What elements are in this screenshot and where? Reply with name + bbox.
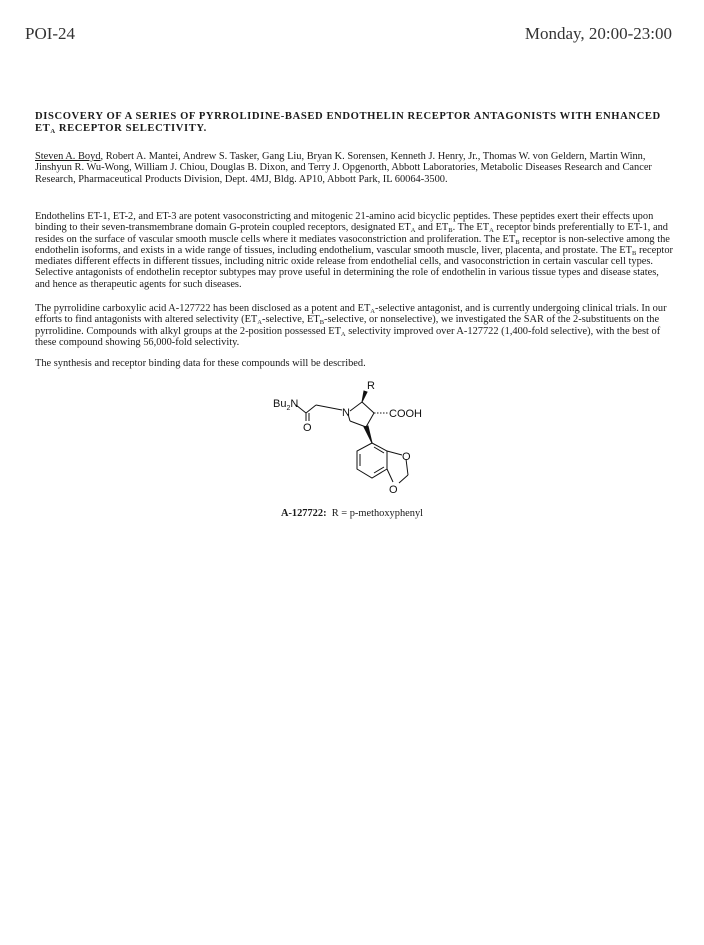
r-group-label: R bbox=[367, 380, 375, 392]
abstract-code: POI-24 bbox=[25, 24, 76, 43]
closing-paragraph bbox=[35, 358, 675, 369]
text-segment: Endothelins ET-1, ET-2, and ET-3 are potent vasoconstricting and mitogenic 21-amino acid bicyclic peptides. These peptides exert their effects upon binding to their seven-transmembrane domain G-protein coupled receptors, designated ET bbox=[35, 211, 654, 234]
text-segment: RECEPTOR SELECTIVITY. bbox=[55, 123, 207, 134]
subscript: A bbox=[410, 227, 416, 235]
subscript: B bbox=[632, 249, 637, 257]
carbonyl-oxygen: O bbox=[303, 422, 312, 434]
text-segment: selectivity improved over A-127722 (1,400-fold selective), with the best of these compound showing 56,000-fold selectivity. bbox=[35, 325, 661, 348]
r-definition: R = p-methoxyphenyl bbox=[331, 508, 424, 519]
carboxylic-acid-label: COOH bbox=[389, 408, 422, 420]
text-segment: -selective, or nonselective), we investigated the SAR of the 2-substituents on the pyrrolidine. Compounds with alkyl groups at the 2-position possessed ET bbox=[35, 314, 660, 337]
subscript: A bbox=[340, 330, 346, 338]
subscript: A bbox=[50, 128, 56, 135]
ring-nitrogen: N bbox=[342, 407, 350, 419]
intro-paragraph bbox=[35, 211, 675, 290]
dioxole-oxygen-2: O bbox=[389, 484, 398, 496]
text-segment: The synthesis and receptor binding data for these compounds will be described. bbox=[35, 358, 366, 369]
text-segment: , Robert A. Mantei, Andrew S. Tasker, Gang Liu, Bryan K. Sorensen, Kenneth J. Henry, Jr., Thomas W. von Geldern, Martin Winn, Jinshyun R. Wu-Wong, William J. Chiou, Douglas B. Dixon, and Terry J. Opgenorth, Abbott Laboratories, Metabolic Diseases Research and Cancer Research, Pharmaceutical Products Division, Dept. 4MJ, Bldg. AP10, Abbott Park, IL 60064-3500. bbox=[35, 151, 652, 185]
author-list bbox=[35, 151, 675, 185]
text-segment: Steven A. Boyd bbox=[35, 151, 101, 162]
abstract-title bbox=[35, 111, 675, 135]
text-segment: DISCOVERY OF A SERIES OF PYRROLIDINE-BASED ENDOTHELIN RECEPTOR ANTAGONISTS WITH ENHANCED ET bbox=[35, 111, 661, 134]
structure-caption bbox=[0, 508, 704, 519]
text-segment: receptor is non-selective among the endothelin isoforms, and exists in a wide range of tissues, including endothelium, vascular smooth muscle, liver, placenta, and prostate. The ET bbox=[35, 233, 670, 256]
results-paragraph bbox=[35, 303, 675, 348]
chemical-structure bbox=[250, 375, 450, 510]
text-segment: . The ET bbox=[452, 222, 490, 234]
subscript: B bbox=[448, 227, 453, 235]
text-segment: receptor mediates different effects in different tissues, including nitric oxide release from endothelial cells, and vasoconstriction in certain vascular cell types. Selective antagonists of endothelin receptor subtypes may prove useful in determining the role of endothelin in various tissue types and disease states, and hence as therapeutic agents for such diseases. bbox=[35, 244, 673, 290]
amide-label: $Bu_2N$ bbox=[273, 398, 299, 412]
text-segment: -selective, ET bbox=[262, 314, 320, 326]
subscript: B bbox=[319, 319, 325, 327]
text-segment: The pyrrolidine carboxylic acid A-127722 has been disclosed as a potent and ET bbox=[35, 303, 371, 314]
text-segment: receptor binds preferentially to ET-1, and resides on the surface of vascular smooth muscle cells where it mediates vasoconstriction and proliferation. The ET bbox=[35, 222, 668, 245]
dioxole-oxygen-1: O bbox=[402, 451, 411, 463]
session-time: Monday, 20:00-23:00 bbox=[524, 24, 672, 43]
text-segment: and ET bbox=[415, 222, 449, 234]
text-segment: -selective antagonist, and is currently undergoing clinical trials. In our efforts to find antagonists with altered selectivity (ET bbox=[35, 303, 667, 326]
subscript: B bbox=[515, 238, 520, 246]
subscript: A bbox=[489, 227, 494, 235]
compound-id: A-127722: bbox=[280, 508, 327, 519]
subscript: A bbox=[370, 308, 375, 315]
structure-bonds bbox=[296, 391, 408, 483]
subscript: A bbox=[257, 319, 262, 327]
